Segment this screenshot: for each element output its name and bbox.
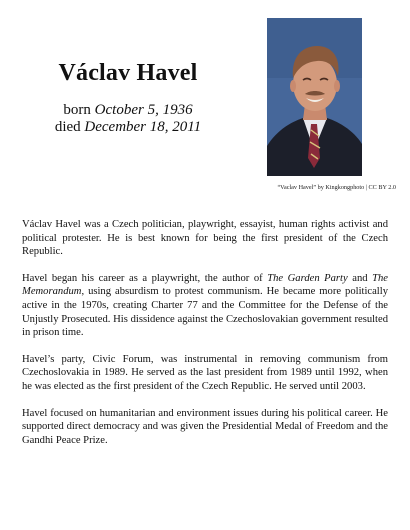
play-title-memorandum: The Memorandum — [22, 272, 388, 298]
paragraph-career — [22, 272, 388, 340]
photo-credit: “Vaclav Havel” by Kingkongphoto | CC BY 2.0 — [277, 184, 396, 191]
birth-date: October 5, 1936 — [94, 102, 193, 118]
paragraph-intro: Václav Havel was a Czech politician, playwright, essayist, human rights activist and political protester. He is best known for being the first president of the Czech Republic. — [22, 219, 388, 258]
paragraph-career-part1: Havel began his career as a playwright, the author of — [22, 272, 268, 284]
person-name: Václav Havel — [58, 60, 198, 86]
play-title-garden-party: The Garden Party — [267, 272, 348, 284]
paragraph-presidency: Havel’s party, Civic Forum, was instrumental in removing communism from Czechoslovakia in 1989. He served as the last president from 1989 until 1992, when he was elected as the first president of the Czech Republic. He served until 2003. — [22, 353, 388, 392]
paragraph-legacy: Havel focused on humanitarian and environment issues during his political career. He supported direct democracy and was given the Presidential Medal of Freedom and the Gandhi Peace Prize. — [22, 407, 388, 446]
born-label: born — [63, 102, 95, 118]
died-label: died — [54, 119, 85, 135]
birth-line — [18, 102, 238, 119]
portrait-photo — [267, 18, 362, 176]
paragraph-career-conjunction: and — [347, 272, 373, 284]
title-block — [18, 58, 238, 136]
header — [0, 0, 410, 200]
death-date: December 18, 2011 — [84, 119, 202, 135]
biography-text — [22, 218, 388, 460]
death-line — [18, 119, 238, 136]
life-dates — [18, 102, 238, 136]
portrait-illustration — [267, 18, 362, 176]
paragraph-career-part2: , using absurdism to protest communism. He became more politically active in the 1970s, creating Charter 77 and the Committee for the Defense of the Unjustly Prosecuted. His dissidence against the Czechoslovakian government resulted in prison time. — [22, 286, 388, 339]
